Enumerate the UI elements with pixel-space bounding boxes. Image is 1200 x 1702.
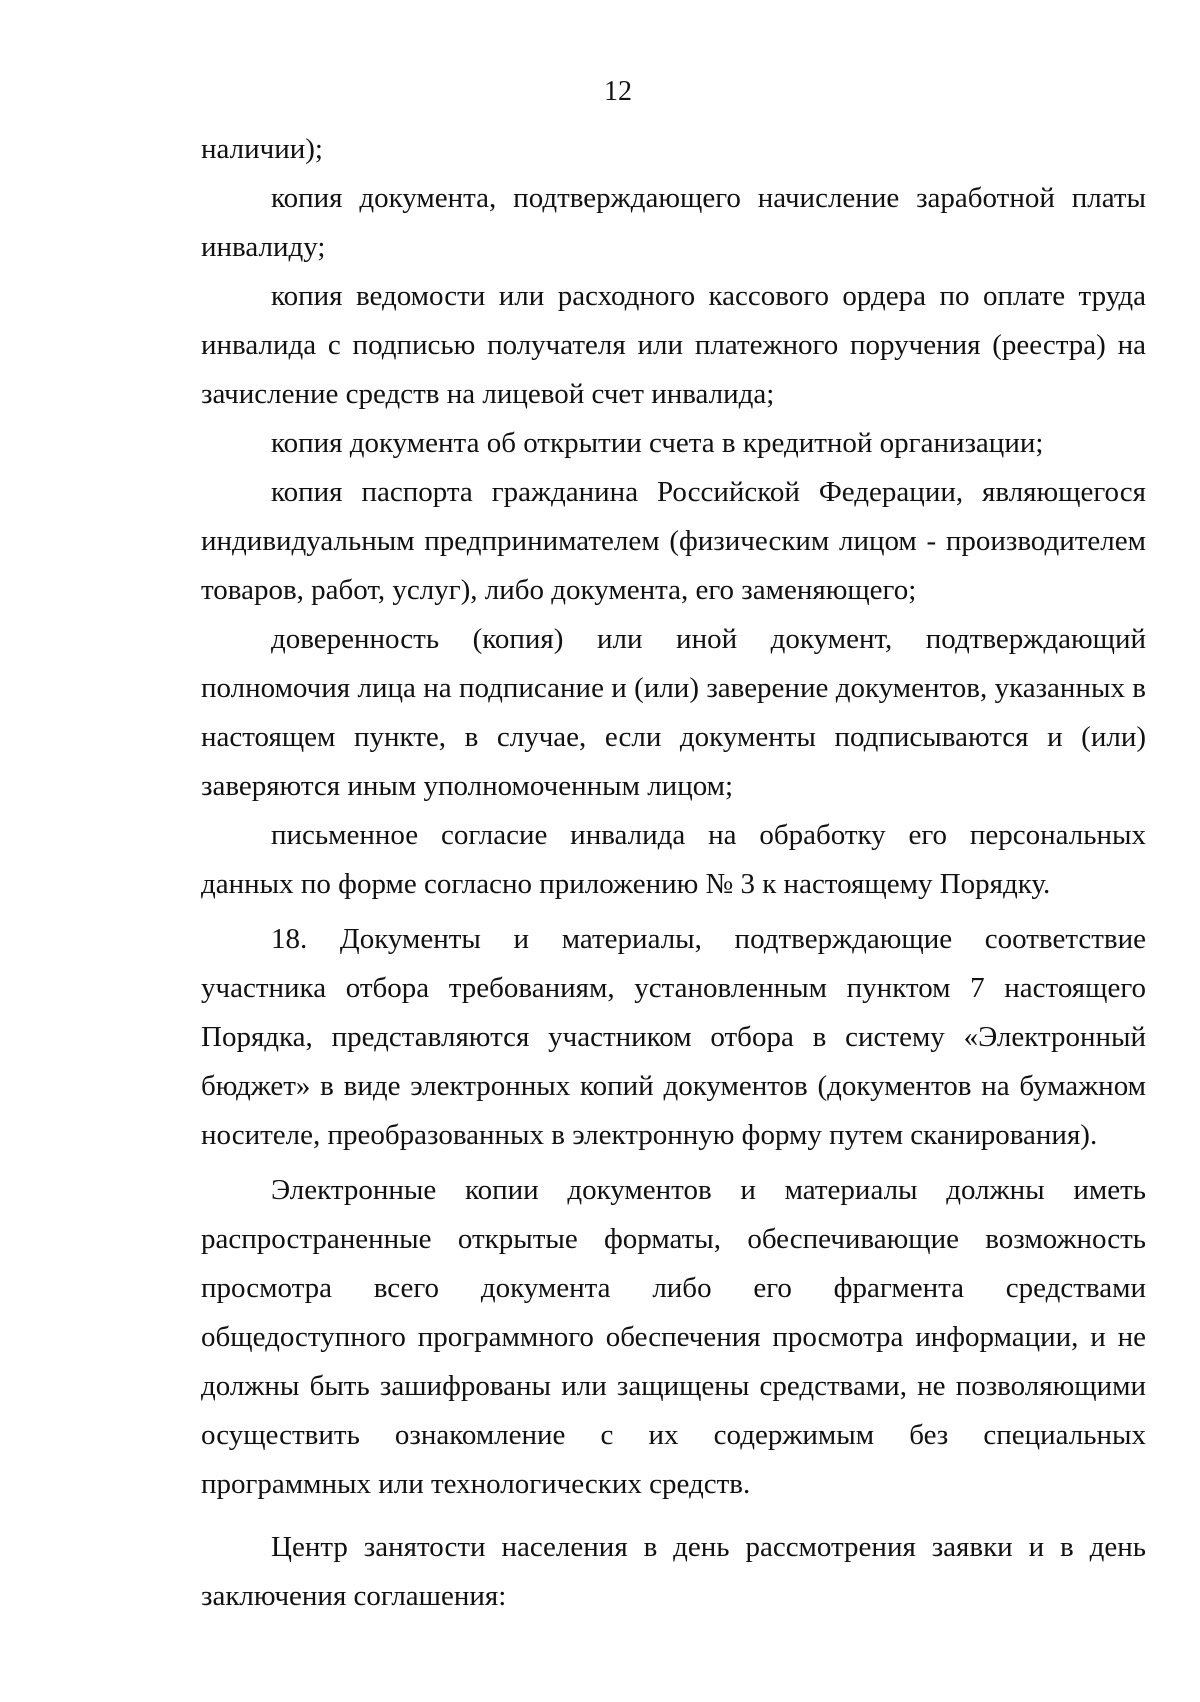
paragraph-employment-center: Центр занятости населения в день рассмотрения заявки и в день заключения соглашения: xyxy=(201,1531,1146,1612)
document-body xyxy=(201,125,1146,1621)
paragraph-payment-statement: копия ведомости или расходного кассового ордера по оплате труда инвалида с подписью получателя или платежного поручения (реестра) на зачисление средств на лицевой счет инвалида; xyxy=(201,280,1146,410)
paragraph-salary-document: копия документа, подтверждающего начисление заработной платы инвалиду; xyxy=(201,182,1146,263)
paragraph-continuation: наличии); xyxy=(201,133,323,165)
page-number: 12 xyxy=(604,76,632,107)
paragraph-item-18: 18. Документы и материалы, подтверждающие соответствие участника отбора требованиям, установленным пунктом 7 настоящего Порядка, представляются участником отбора в систему «Электронный бюджет» в виде электронных копий документов (документов на бумажном носителе, преобразованных в электронную форму путем сканирования). xyxy=(201,923,1146,1151)
paragraph-electronic-copies: Электронные копии документов и материалы должны иметь распространенные открытые форматы, обеспечивающие возможность просмотра всего документа либо его фрагмента средствами общедоступного программного обеспечения просмотра информации, и не должны быть зашифрованы или защищены средствами, не позволяющими осуществить ознакомление с их содержимым без специальных программных или технологических средств. xyxy=(201,1174,1146,1500)
paragraph-bank-account: копия документа об открытии счета в кредитной организации; xyxy=(271,427,1044,459)
paragraph-passport: копия паспорта гражданина Российской Федерации, являющегося индивидуальным предпринимателем (физическим лицом - производителем товаров, работ, услуг), либо документа, его заменяющего; xyxy=(201,476,1146,606)
paragraph-power-of-attorney: доверенность (копия) или иной документ, подтверждающий полномочия лица на подписание и (или) заверение документов, указанных в настоящем пункте, в случае, если документы подписываются и (или) заверяются иным уполномоченным лицом; xyxy=(201,623,1146,802)
paragraph-consent: письменное согласие инвалида на обработку его персональных данных по форме согласно приложению № 3 к настоящему Порядку. xyxy=(201,819,1146,900)
